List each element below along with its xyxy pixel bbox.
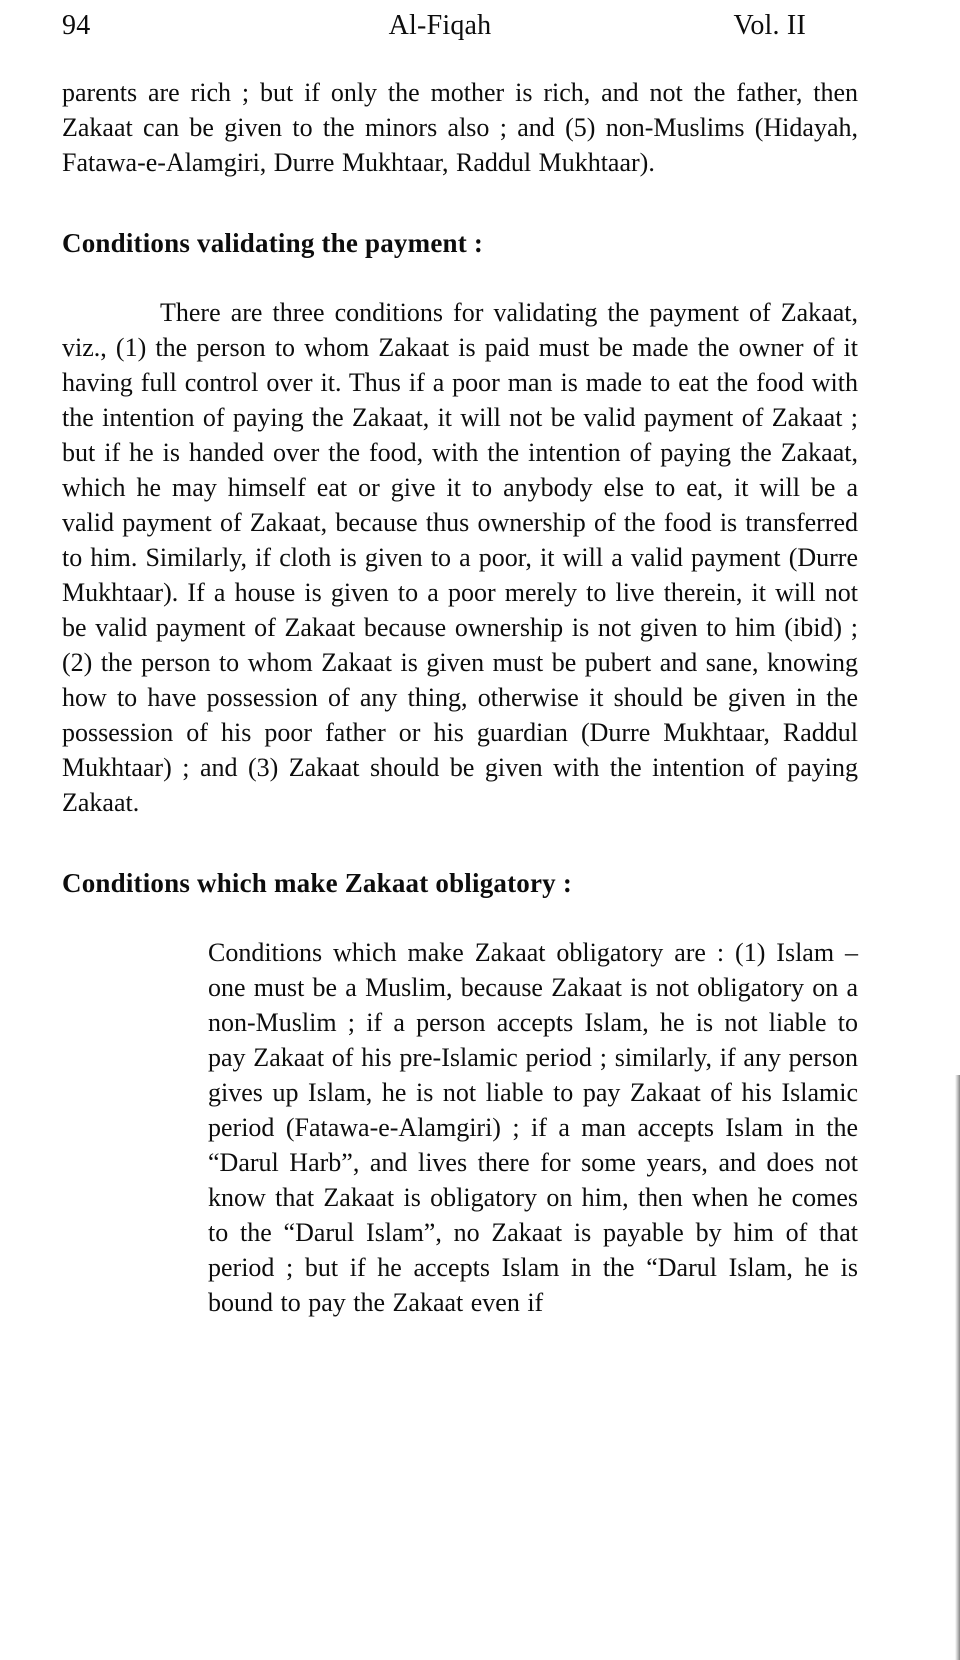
section-heading-obligatory: Conditions which make Zakaat obligatory : <box>62 868 573 898</box>
paragraph-payment-conditions: There are three conditions for validating the payment of Zakaat, viz., (1) the person to whom Zakaat is paid must be made the owner of it having full control over it. Thus if a poor man is made to eat the food with the intention of paying the Zakaat, it will not be valid payment of Zakaat ; but if he is handed over the food, with the intention of paying the Zakaat, which he may himself eat or give it to anybody else to eat, it will be a valid payment of Zakaat, because thus ownership of the food is transferred to him. Similarly, if cloth is given to a poor, it will a valid payment (Durre Mukhtaar). If a house is given to a poor merely to live therein, it will not be valid payment of Zakaat because ownership is not given to him (ibid) ; (2) the person to whom Zakaat is given must be pubert and sane, knowing how to have possession of any thing, otherwise it should be given in the possession of his poor father or his guardian (Durre Mukhtaar, Raddul Mukhtaar) ; and (3) Zakaat should be given with the intention of paying Zakaat. <box>62 298 858 817</box>
volume-label: Vol. II <box>733 10 806 41</box>
page-number: 94 <box>62 10 91 41</box>
book-title: Al-Fiqah <box>388 10 492 41</box>
page-header <box>62 8 858 43</box>
paragraph-continuation: parents are rich ; but if only the mother is rich, and not the father, then Zakaat can be given to the minors also ; and (5) non-Muslims (Hidayah, Fatawa-e-Alamgiri, Durre Mukhtaar, Raddul Mukhtaar). <box>62 78 858 177</box>
section-heading-validating-payment: Conditions validating the payment : <box>62 228 484 258</box>
paragraph-obligatory-conditions: Conditions which make Zakaat obligatory are : (1) Islam – one must be a Muslim, because Zakaat is not obligatory on a non-Muslim ; if a person accepts Islam, he is not liable to pay Zakaat of his pre-Islamic period ; similarly, if any person gives up Islam, he is not liable to pay Zakaat of his Islamic period (Fatawa-e-Alamgiri) ; if a man accepts Islam in the “Darul Harb”, and lives there for some years, and does not know that Zakaat is obligatory on him, then when he comes to the “Darul Islam”, no Zakaat is payable by him of that period ; but if he accepts Islam in the “Darul Islam, he is bound to pay the Zakaat even if <box>208 938 858 1317</box>
